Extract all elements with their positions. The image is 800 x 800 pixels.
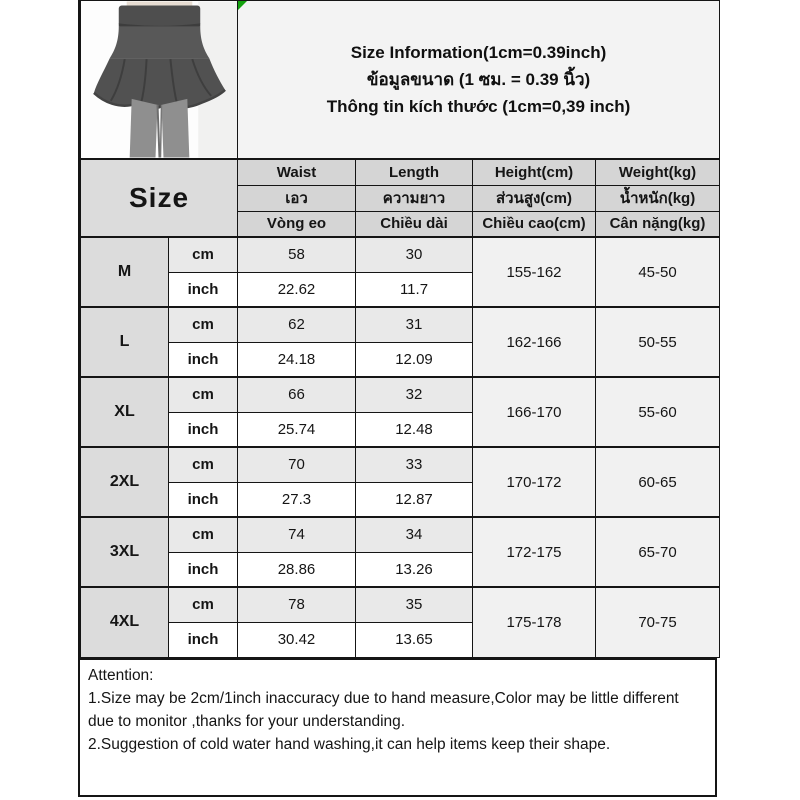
size-row-4XL-cm [81,587,720,622]
waist-cm-value: 74 [238,517,356,552]
waist-inch-value: 28.86 [238,552,356,587]
size-table-body [81,237,720,657]
length-cm-value: 32 [356,377,473,412]
size-row-3XL-cm [81,517,720,552]
col-header-length-vi: Chiều dài [356,211,473,237]
waist-inch-value: 27.3 [238,482,356,517]
size-chart-sheet [78,0,717,797]
waist-cm-value: 58 [238,237,356,272]
unit-cell-cm: cm [169,447,238,482]
attention-line-1: 1.Size may be 2cm/1inch inaccuracy due to hand measure,Color may be little different due to monitor ,thanks for your understanding. [88,689,679,730]
col-header-height-vi: Chiều cao(cm) [473,211,596,237]
size-label-cell: XL [81,377,169,447]
unit-cell-inch: inch [169,552,238,587]
col-header-length-th: ความยาว [356,185,473,211]
attention-section [80,658,715,796]
top-row [81,1,720,160]
col-header-length-en: Length [356,159,473,185]
length-cm-value: 34 [356,517,473,552]
col-header-weight-th: น้ำหนัก(kg) [596,185,720,211]
length-cm-value: 30 [356,237,473,272]
height-range-cell: 155-162 [473,237,596,307]
unit-cell-cm: cm [169,517,238,552]
col-header-weight-en: Weight(kg) [596,159,720,185]
title-cell [238,1,720,160]
col-header-waist-vi: Vòng eo [238,211,356,237]
title-thai: ข้อมูลขนาด (1 ซม. = 0.39 นิ้ว) [366,69,591,89]
waist-cm-value: 78 [238,587,356,622]
size-table [80,0,720,658]
weight-range-cell: 65-70 [596,517,720,587]
height-range-cell: 175-178 [473,587,596,657]
unit-cell-cm: cm [169,307,238,342]
height-range-cell: 162-166 [473,307,596,377]
waist-cm-value: 70 [238,447,356,482]
weight-range-cell: 55-60 [596,377,720,447]
size-row-L-cm [81,307,720,342]
header-row-english [81,159,720,185]
length-inch-value: 13.65 [356,622,473,657]
col-header-waist-th: เอว [238,185,356,211]
waist-inch-value: 24.18 [238,342,356,377]
unit-cell-inch: inch [169,412,238,447]
waist-inch-value: 25.74 [238,412,356,447]
unit-cell-inch: inch [169,342,238,377]
green-corner-marker-icon [238,1,247,10]
title-english: Size Information(1cm=0.39inch) [350,42,607,62]
weight-range-cell: 70-75 [596,587,720,657]
size-label-cell: 2XL [81,447,169,517]
product-image-cell [81,1,238,160]
size-label-cell: 3XL [81,517,169,587]
length-inch-value: 12.48 [356,412,473,447]
attention-heading: Attention: [88,666,154,684]
col-header-weight-vi: Cân nặng(kg) [596,211,720,237]
size-table-head-section [81,1,720,238]
length-inch-value: 12.87 [356,482,473,517]
height-range-cell: 170-172 [473,447,596,517]
size-column-header: Size [81,159,238,237]
height-range-cell: 166-170 [473,377,596,447]
length-cm-value: 31 [356,307,473,342]
title-vietnamese: Thông tin kích thước (1cm=0,39 inch) [326,97,631,117]
unit-cell-cm: cm [169,377,238,412]
size-label-cell: M [81,237,169,307]
waist-inch-value: 22.62 [238,272,356,307]
height-range-cell: 172-175 [473,517,596,587]
col-header-waist-en: Waist [238,159,356,185]
size-row-M-cm [81,237,720,272]
weight-range-cell: 45-50 [596,237,720,307]
unit-cell-cm: cm [169,587,238,622]
col-header-height-th: ส่วนสูง(cm) [473,185,596,211]
unit-cell-inch: inch [169,272,238,307]
waist-inch-value: 30.42 [238,622,356,657]
waist-cm-value: 66 [238,377,356,412]
length-cm-value: 35 [356,587,473,622]
length-inch-value: 12.09 [356,342,473,377]
size-row-2XL-cm [81,447,720,482]
size-label-cell: 4XL [81,587,169,657]
length-inch-value: 11.7 [356,272,473,307]
unit-cell-inch: inch [169,482,238,517]
length-cm-value: 33 [356,447,473,482]
attention-line-2: 2.Suggestion of cold water hand washing,it can help items keep their shape. [88,736,611,754]
unit-cell-cm: cm [169,237,238,272]
col-header-height-en: Height(cm) [473,159,596,185]
length-inch-value: 13.26 [356,552,473,587]
weight-range-cell: 60-65 [596,447,720,517]
size-row-XL-cm [81,377,720,412]
weight-range-cell: 50-55 [596,307,720,377]
product-image-skirt-leggings [81,1,237,158]
waist-cm-value: 62 [238,307,356,342]
size-label-cell: L [81,307,169,377]
unit-cell-inch: inch [169,622,238,657]
